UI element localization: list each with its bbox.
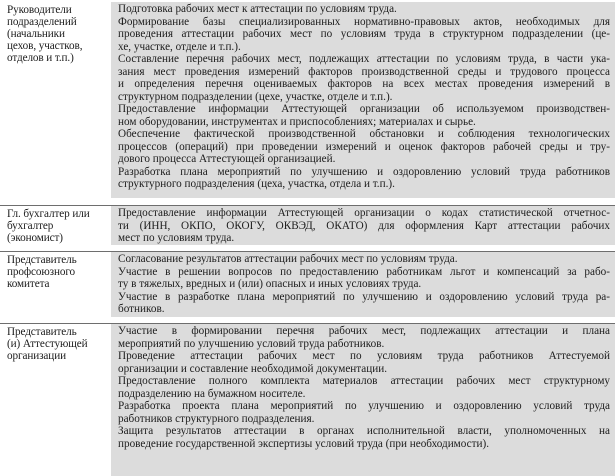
duty-line: ботников. [118,303,165,315]
duty-item [118,400,610,425]
table-row [0,323,615,476]
role-line: (и) Аттестующей [7,338,88,350]
table-row [0,205,615,245]
duty-line: Предоставление информации Аттестующей организации о кодах статистической отчетнос- [118,207,610,219]
role-line: организации [7,350,66,362]
duty-item [118,375,610,400]
role-cell [0,252,107,317]
duty-line: ти (ИНН, ОКПО, ОКОГУ, ОКВЭД, ОКАТО) для оформления Карт аттестации рабочих [118,219,610,232]
duty-line: Составление перечня рабочих мест, подлежащих аттестации по условиям труда, в части ука- [118,53,610,65]
duty-item [118,53,610,103]
duty-line: Участие в разработке плана мероприятий по улучшению и оздоровлению условий труда ра- [118,290,610,303]
role-line: профсоюзного [7,266,76,278]
duty-line: Разработка проекта плана мероприятий по улучшению и оздоровлению условий труда [118,400,610,412]
role-line: подразделений [7,16,77,28]
role-cell [0,324,107,476]
duty-item [118,166,610,191]
duty-line: дового процесса Аттестующей организацией. [118,153,336,165]
role-line: бухгалтер [7,220,54,232]
duty-item [118,207,610,245]
duties-cell [111,206,615,245]
duty-line: Участие в решении вопросов по предоставлению работникам льгот и компенсаций за рабо- [118,265,610,278]
duties-cell [111,2,615,198]
duty-line: Предоставление информации Аттестующей организации об используемом производствен- [118,103,610,115]
duty-line: процессов (операций) при проведении измерений и оценок факторов рабочей среды и тру- [118,140,610,153]
duty-line: ном оборудовании, инструментах и приспособлениях; материалах и сырье. [118,115,476,128]
duty-item [118,425,610,450]
table-row [0,2,615,198]
duties-cell [111,324,615,476]
duty-line: подразделению на бумажном носителе. [118,387,306,400]
duty-item [118,325,610,350]
role-line: цехов, участков, [7,40,83,52]
duty-line: Подготовка рабочих мест к аттестации по условиям труда. [118,3,397,15]
duty-line: ту в тяжелых, вредных и (или) опасных и иных условиях труда. [118,278,422,290]
duty-line: структурного подразделения (цеха, участка, отдела и т.п.). [118,178,395,190]
duty-line: Проведение аттестации рабочих мест по условиям труда работников Аттестуемой [118,350,610,362]
duty-item [118,253,610,266]
duty-line: структурном подразделении (цехе, участке, отделе и т.п.). [118,90,393,103]
role-line: отделов и т.п.) [7,52,74,64]
duty-line: хе, участке, отделе и т.п.). [118,40,241,53]
role-cell [0,206,107,245]
duty-line: Участие в формировании перечня рабочих мест, подлежащих аттестации и плана [118,325,610,337]
duty-item [118,103,610,128]
duty-line: Защита результатов аттестации в органах исполнительной власти, уполномоченных на [118,425,610,437]
duty-line: Обеспечение фактической производственной обстановки и соблюдения технологических [118,128,610,140]
table-row [0,251,615,317]
role-line: (экономист) [7,232,63,244]
duty-line: Разработка плана мероприятий по улучшению и оздоровлению условий труда работников [118,165,610,178]
duties-cell [111,252,615,317]
duty-item [118,128,610,166]
role-cell [0,2,107,198]
duty-line: организации и составление необходимой документации. [118,362,388,375]
duty-item [118,291,610,316]
role-line: Руководители [7,4,72,16]
role-line: Представитель [7,254,77,266]
duty-line: работников структурного подразделения. [118,412,315,425]
role-line: Гл. бухгалтер или [7,208,90,220]
duty-line: мероприятий по улучшению условий труда работников. [118,337,385,350]
role-line: Представитель [7,326,77,338]
duty-line: мест по условиям труда. [118,232,235,244]
role-line: (начальники [7,28,65,40]
duty-item [118,16,610,54]
duty-item [118,350,610,375]
duty-line: проведения аттестации рабочих мест по условиям труда в структурном подразделении (це- [118,28,610,40]
duty-line: Предоставление полного комплекта материалов аттестации рабочих мест структурному [118,375,610,387]
role-line: комитета [7,278,50,290]
duty-line: Формирование базы специализированных нормативно-правовых актов, необходимых для [118,15,610,28]
duty-item [118,266,610,291]
duty-line: проведение государственной экспертизы условий труда (при необходимости). [118,437,490,450]
duty-line: Согласование результатов аттестации рабочих мест по условиям труда. [118,253,458,265]
duty-line: и определения перечня оцениваемых факторов на всех местах проведения измерений в [118,78,610,90]
duty-line: зания мест проведения измерений факторов производственной среды и трудового процесса [118,65,610,78]
duty-item [118,3,610,16]
